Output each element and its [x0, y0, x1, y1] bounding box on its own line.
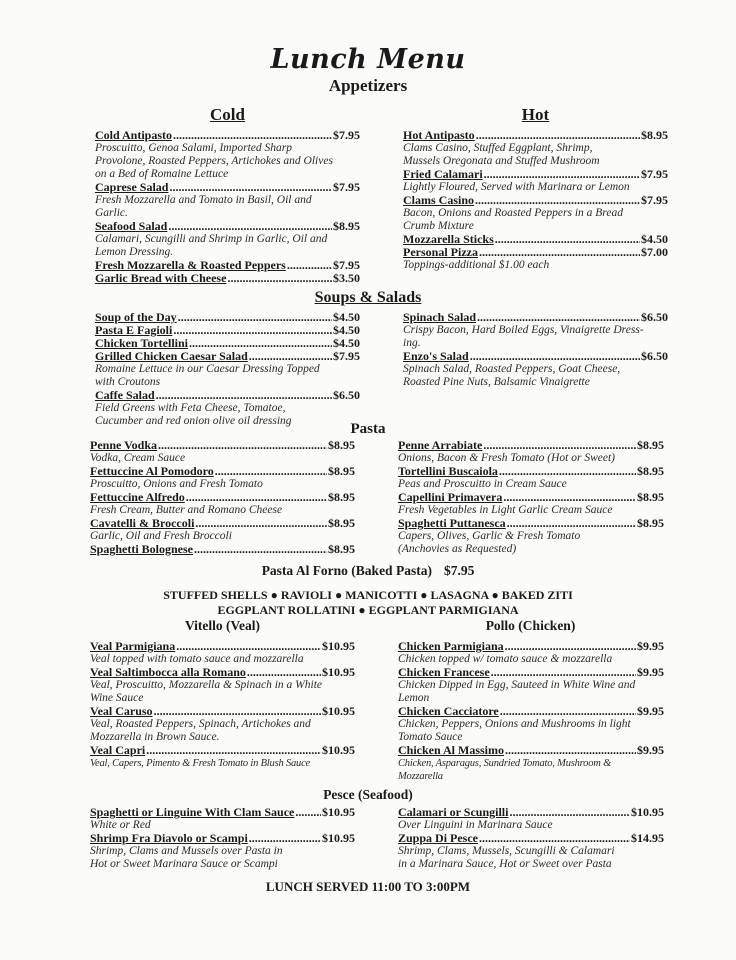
menu-item-description: Chicken Dipped in Egg, Sauteed in White Wine and	[398, 679, 636, 691]
soups-right	[403, 311, 668, 389]
menu-item-price: $7.00	[641, 245, 668, 259]
leader-dots	[176, 640, 321, 653]
menu-item	[90, 517, 355, 543]
menu-item-row	[90, 491, 355, 504]
menu-item	[95, 129, 360, 181]
menu-item-description: Mozzarella	[398, 771, 443, 782]
leader-dots	[195, 517, 327, 530]
menu-item-price: $9.95	[637, 704, 664, 718]
menu-item-description: Lemon Dressing.	[95, 246, 174, 258]
menu-item	[95, 181, 360, 220]
baked-pasta-heading	[0, 563, 736, 579]
menu-item-price: $9.95	[637, 639, 664, 653]
menu-item-description: White or Red	[90, 819, 151, 831]
leader-dots	[495, 233, 640, 246]
menu-item-price: $10.95	[322, 665, 355, 679]
seafood-left	[90, 806, 355, 871]
menu-item-name: Pasta E Fagioli	[95, 323, 173, 337]
menu-item-name: Tortellini Buscaiola	[398, 464, 498, 478]
menu-item-row	[95, 350, 360, 363]
menu-item-name: Spaghetti or Linguine With Clam Sauce	[90, 805, 295, 819]
menu-item-row	[403, 129, 668, 142]
menu-item-row	[90, 744, 355, 757]
menu-item-price: $6.50	[641, 310, 668, 324]
menu-item-name: Personal Pizza	[403, 245, 478, 259]
menu-item-description: Mozzarella in Brown Sauce.	[90, 731, 220, 743]
leader-dots	[215, 465, 327, 478]
menu-item-description: Chicken, Peppers, Onions and Mushrooms in light	[398, 718, 631, 730]
leader-dots	[505, 744, 636, 757]
menu-item-description: Vodka, Cream Sauce	[90, 452, 186, 464]
pasta-left	[90, 439, 355, 556]
menu-item-description: Veal, Capers, Pimento & Fresh Tomato in Blush Sauce	[90, 758, 311, 769]
menu-item-price: $7.95	[333, 349, 360, 363]
menu-item-description: Lightly Floured, Served with Marinara or Lemon	[403, 181, 630, 193]
menu-item-row	[403, 168, 668, 181]
menu-item-name: Veal Parmigiana	[90, 639, 176, 653]
menu-item	[403, 194, 668, 233]
menu-item-price: $9.95	[637, 665, 664, 679]
menu-item-description: Hot or Sweet Marinara Sauce or Scampi	[90, 858, 278, 870]
menu-item-price: $3.50	[333, 271, 360, 285]
menu-item-name: Calamari or Scungilli	[398, 805, 509, 819]
menu-item-price: $8.95	[333, 219, 360, 233]
menu-item-price: $8.95	[328, 516, 355, 530]
leader-dots	[154, 705, 321, 718]
seafood-heading: Pesce (Seafood)	[323, 787, 413, 802]
menu-item-description: Spinach Salad, Roasted Peppers, Goat Cheese,	[403, 363, 621, 375]
menu-item-name: Spaghetti Puttanesca	[398, 516, 506, 530]
menu-item-name: Clams Casino	[403, 193, 475, 207]
menu-item	[403, 129, 668, 168]
menu-item-row	[398, 705, 664, 718]
cold-heading: Cold	[210, 105, 245, 124]
baked-pasta-line-1: STUFFED SHELLS ● RAVIOLI ● MANICOTTI ● LASAGNA ● BAKED ZITI	[163, 588, 573, 602]
menu-item-price: $6.50	[641, 349, 668, 363]
menu-item-row	[90, 832, 355, 845]
menu-item-description: Bacon, Onions and Roasted Peppers in a Bread	[403, 207, 623, 219]
menu-item-price: $9.95	[637, 743, 664, 757]
menu-item-description: Fresh Mozzarella and Tomato in Basil, Oil and	[95, 194, 312, 206]
menu-item-name: Cold Antipasto	[95, 128, 173, 142]
cold-appetizers	[95, 129, 360, 285]
menu-item-description: (Anchovies as Requested)	[398, 543, 517, 555]
leader-dots	[475, 194, 640, 207]
menu-item-description: Toppings-additional $1.00 each	[403, 259, 550, 271]
menu-item-description: Veal, Proscuitto, Mozzarella & Spinach in a White	[90, 679, 322, 691]
menu-item-price: $8.95	[328, 542, 355, 556]
menu-item-description: Fresh Cream, Butter and Romano Cheese	[90, 504, 283, 516]
soups-salads-heading: Soups & Salads	[314, 289, 422, 306]
menu-item-name: Fettuccine Al Pomodoro	[90, 464, 214, 478]
menu-item-price: $6.50	[333, 388, 360, 402]
menu-item-description: Crispy Bacon, Hard Boiled Eggs, Vinaigrette Dress-	[403, 324, 644, 336]
leader-dots	[503, 491, 636, 504]
menu-item	[95, 272, 360, 285]
menu-item-row	[90, 543, 355, 556]
baked-pasta-list	[0, 588, 736, 618]
leader-dots	[249, 832, 321, 845]
menu-item-description: Wine Sauce	[90, 692, 144, 704]
menu-item	[90, 465, 355, 491]
menu-item-name: Enzo's Salad	[403, 349, 469, 363]
menu-item-row	[90, 439, 355, 452]
menu-item-price: $10.95	[322, 831, 355, 845]
menu-item	[398, 806, 664, 832]
menu-item-price: $4.50	[641, 232, 668, 246]
menu-item-row	[398, 744, 664, 757]
menu-item	[398, 705, 664, 744]
menu-item-price: $10.95	[322, 639, 355, 653]
menu-item-description: Roasted Pine Nuts, Balsamic Vinaigrette	[403, 376, 590, 388]
appetizers-heading: Appetizers	[328, 76, 408, 95]
chicken-heading: Pollo (Chicken)	[485, 618, 576, 633]
menu-item-price: $4.50	[333, 323, 360, 337]
menu-item-price: $10.95	[631, 805, 664, 819]
menu-item-name: Chicken Francese	[398, 665, 490, 679]
menu-item-description: Fresh Vegetables in Light Garlic Cream Sauce	[398, 504, 613, 516]
menu-item-description: Shrimp, Clams, Mussels, Scungilli & Calamari	[398, 845, 615, 857]
menu-item	[398, 465, 664, 491]
menu-item-price: $14.95	[631, 831, 664, 845]
leader-dots	[295, 806, 321, 819]
menu-item-description: Chicken, Asparagus, Sundried Tomato, Mushroom &	[398, 758, 612, 769]
menu-item	[90, 640, 355, 666]
menu-item-description: Mussels Oregonata and Stuffed Mushroom	[403, 155, 600, 167]
menu-item-name: Garlic Bread with Cheese	[95, 271, 227, 285]
menu-item-name: Cavatelli & Broccoli	[90, 516, 195, 530]
menu-item-name: Caffe Salad	[95, 388, 155, 402]
menu-item-name: Veal Caruso	[90, 704, 153, 718]
leader-dots	[194, 543, 327, 556]
baked-pasta-price: $7.95	[443, 563, 475, 578]
menu-item	[403, 350, 668, 389]
leader-dots	[158, 439, 327, 452]
baked-pasta-title: Pasta Al Forno (Baked Pasta)	[261, 563, 432, 578]
veal-items	[90, 640, 355, 770]
menu-item	[398, 666, 664, 705]
menu-item-price: $8.95	[641, 128, 668, 142]
menu-item-name: Soup of the Day	[95, 310, 177, 324]
menu-item	[398, 640, 664, 666]
menu-item-description: Clams Casino, Stuffed Eggplant, Shrimp,	[403, 142, 593, 154]
menu-item-description: Cucumber and red onion olive oil dressing	[95, 415, 292, 427]
menu-item-description: Onions, Bacon & Fresh Tomato (Hot or Sweet)	[398, 452, 616, 464]
menu-item-name: Veal Saltimbocca alla Romano	[90, 665, 246, 679]
menu-item-row	[90, 666, 355, 679]
leader-dots	[227, 272, 332, 285]
menu-item-row	[403, 246, 668, 259]
menu-item-price: $7.95	[333, 258, 360, 272]
menu-item	[398, 832, 664, 871]
menu-item-name: Caprese Salad	[95, 180, 169, 194]
menu-item-row	[403, 194, 668, 207]
menu-item-price: $8.95	[637, 438, 664, 452]
leader-dots	[173, 324, 332, 337]
menu-item-description: Garlic, Oil and Fresh Broccoli	[90, 530, 232, 542]
menu-item-row	[90, 465, 355, 478]
menu-item-description: Veal, Roasted Peppers, Spinach, Artichokes and	[90, 718, 311, 730]
menu-item-price: $8.95	[637, 464, 664, 478]
leader-dots	[509, 806, 630, 819]
menu-item-row	[90, 640, 355, 653]
leader-dots	[186, 491, 327, 504]
menu-item-price: $7.95	[641, 193, 668, 207]
menu-item-price: $8.95	[328, 438, 355, 452]
menu-item-name: Veal Capri	[90, 743, 146, 757]
menu-item-price: $10.95	[322, 743, 355, 757]
menu-item	[90, 491, 355, 517]
menu-item-description: in a Marinara Sauce, Hot or Sweet over Pasta	[398, 858, 612, 870]
hot-appetizers	[403, 129, 668, 272]
menu-item-description: Veal topped with tomato sauce and mozzarella	[90, 653, 304, 665]
menu-item-row	[90, 517, 355, 530]
menu-item	[95, 350, 360, 389]
menu-item-price: $7.95	[333, 180, 360, 194]
menu-item-name: Grilled Chicken Caesar Salad	[95, 349, 248, 363]
menu-item-description: Romaine Lettuce in our Caesar Dressing Topped	[95, 363, 320, 375]
menu-item-description: Proscuitto, Genoa Salami, Imported Sharp	[95, 142, 292, 154]
menu-item-name: Chicken Al Massimo	[398, 743, 505, 757]
seafood-right	[398, 806, 664, 871]
menu-item-name: Chicken Parmigiana	[398, 639, 504, 653]
menu-item	[403, 246, 668, 272]
menu-item-price: $4.50	[333, 336, 360, 350]
leader-dots	[470, 350, 640, 363]
menu-item-name: Spinach Salad	[403, 310, 477, 324]
menu-item	[398, 517, 664, 556]
menu-item-name: Chicken Tortellini	[95, 336, 189, 350]
menu-item-row	[95, 272, 360, 285]
menu-item	[90, 832, 355, 871]
menu-item	[90, 744, 355, 770]
menu-item-row	[398, 465, 664, 478]
menu-item-price: $4.50	[333, 310, 360, 324]
menu-item-row	[398, 491, 664, 504]
baked-pasta-line-2: EGGPLANT ROLLATINI ● EGGPLANT PARMIGIANA	[217, 603, 519, 617]
menu-item-row	[90, 806, 355, 819]
menu-item	[403, 311, 668, 350]
pasta-right	[398, 439, 664, 556]
menu-item-price: $8.95	[637, 490, 664, 504]
leader-dots	[168, 220, 332, 233]
menu-item-row	[95, 220, 360, 233]
menu-item-name: Shrimp Fra Diavolo or Scampi	[90, 831, 248, 845]
menu-item	[398, 491, 664, 517]
leader-dots	[505, 640, 636, 653]
leader-dots	[479, 246, 640, 259]
menu-item-description: Over Linguini in Marinara Sauce	[398, 819, 553, 831]
menu-item-price: $8.95	[328, 490, 355, 504]
menu-item-description: Calamari, Scungilli and Shrimp in Garlic, Oil and	[95, 233, 328, 245]
menu-item-name: Zuppa Di Pesce	[398, 831, 479, 845]
leader-dots	[500, 705, 636, 718]
menu-item-name: Seafood Salad	[95, 219, 168, 233]
leader-dots	[287, 259, 332, 272]
menu-item-name: Chicken Cacciatore	[398, 704, 499, 718]
menu-item-row	[95, 389, 360, 402]
menu-item-row	[403, 350, 668, 363]
leader-dots	[507, 517, 636, 530]
menu-item-row	[95, 181, 360, 194]
pasta-heading: Pasta	[350, 421, 386, 437]
leader-dots	[484, 168, 640, 181]
menu-item	[90, 705, 355, 744]
leader-dots	[477, 311, 640, 324]
menu-item-description: Proscuitto, Onions and Fresh Tomato	[90, 478, 263, 490]
leader-dots	[173, 129, 332, 142]
leader-dots	[499, 465, 636, 478]
menu-item-description: Garlic.	[95, 207, 128, 219]
menu-item-price: $7.95	[641, 167, 668, 181]
menu-item-name: Hot Antipasto	[403, 128, 475, 142]
leader-dots	[247, 666, 321, 679]
menu-title: Lunch Menu	[270, 44, 466, 75]
menu-item-row	[398, 640, 664, 653]
menu-item-row	[95, 129, 360, 142]
menu-item-row	[90, 705, 355, 718]
menu-item-price: $10.95	[322, 805, 355, 819]
menu-item-description: Chicken topped w/ tomato sauce & mozzarella	[398, 653, 613, 665]
menu-item-name: Penne Vodka	[90, 438, 158, 452]
menu-item-name: Fried Calamari	[403, 167, 483, 181]
menu-item-price: $8.95	[328, 464, 355, 478]
menu-item-price: $7.95	[333, 128, 360, 142]
soups-left	[95, 311, 360, 428]
menu-item	[398, 439, 664, 465]
chicken-items	[398, 640, 664, 783]
leader-dots	[483, 439, 636, 452]
menu-item-description: Field Greens with Feta Cheese, Tomatoe,	[95, 402, 286, 414]
menu-item-price: $8.95	[637, 516, 664, 530]
menu-item-row	[398, 439, 664, 452]
leader-dots	[491, 666, 636, 679]
leader-dots	[476, 129, 640, 142]
menu-item-row	[398, 806, 664, 819]
menu-item	[95, 220, 360, 259]
menu-item-name: Spaghetti Bolognese	[90, 542, 194, 556]
lunch-hours-footer: LUNCH SERVED 11:00 TO 3:00PM	[265, 879, 471, 894]
leader-dots	[156, 389, 332, 402]
menu-item-name: Mozzarella Sticks	[403, 232, 494, 246]
leader-dots	[169, 181, 332, 194]
leader-dots	[146, 744, 321, 757]
menu-item-description: Capers, Olives, Garlic & Fresh Tomato	[398, 530, 581, 542]
menu-item	[90, 666, 355, 705]
menu-item	[398, 744, 664, 783]
leader-dots	[249, 350, 332, 363]
menu-item-description: Shrimp, Clams and Mussels over Pasta in	[90, 845, 283, 857]
menu-item-description: Crumb Mixture	[403, 220, 474, 232]
veal-heading: Vitello (Veal)	[184, 618, 261, 633]
menu-item-name: Capellini Primavera	[398, 490, 503, 504]
leader-dots	[479, 832, 630, 845]
menu-item-description: on a Bed of Romaine Lettuce	[95, 168, 229, 180]
menu-item-name: Fettuccine Alfredo	[90, 490, 185, 504]
menu-item-row	[398, 517, 664, 530]
menu-item-description: Peas and Proscuitto in Cream Sauce	[398, 478, 567, 490]
menu-item-description: Provolone, Roasted Peppers, Artichokes and Olives	[95, 155, 333, 167]
menu-item-description: ing.	[403, 337, 421, 349]
menu-item	[90, 439, 355, 465]
menu-item-price: $10.95	[322, 704, 355, 718]
menu-item-description: Lemon	[398, 692, 430, 704]
menu-item-name: Fresh Mozzarella & Roasted Peppers	[95, 258, 286, 272]
menu-item-description: with Croutons	[95, 376, 161, 388]
menu-item-row	[403, 311, 668, 324]
menu-item-description: Tomato Sauce	[398, 731, 463, 743]
menu-item	[403, 168, 668, 194]
menu-item	[90, 543, 355, 556]
menu-item	[90, 806, 355, 832]
hot-heading: Hot	[521, 105, 550, 124]
leader-dots	[178, 311, 332, 324]
menu-item-row	[398, 832, 664, 845]
menu-item-row	[398, 666, 664, 679]
menu-item-name: Penne Arrabiate	[398, 438, 483, 452]
